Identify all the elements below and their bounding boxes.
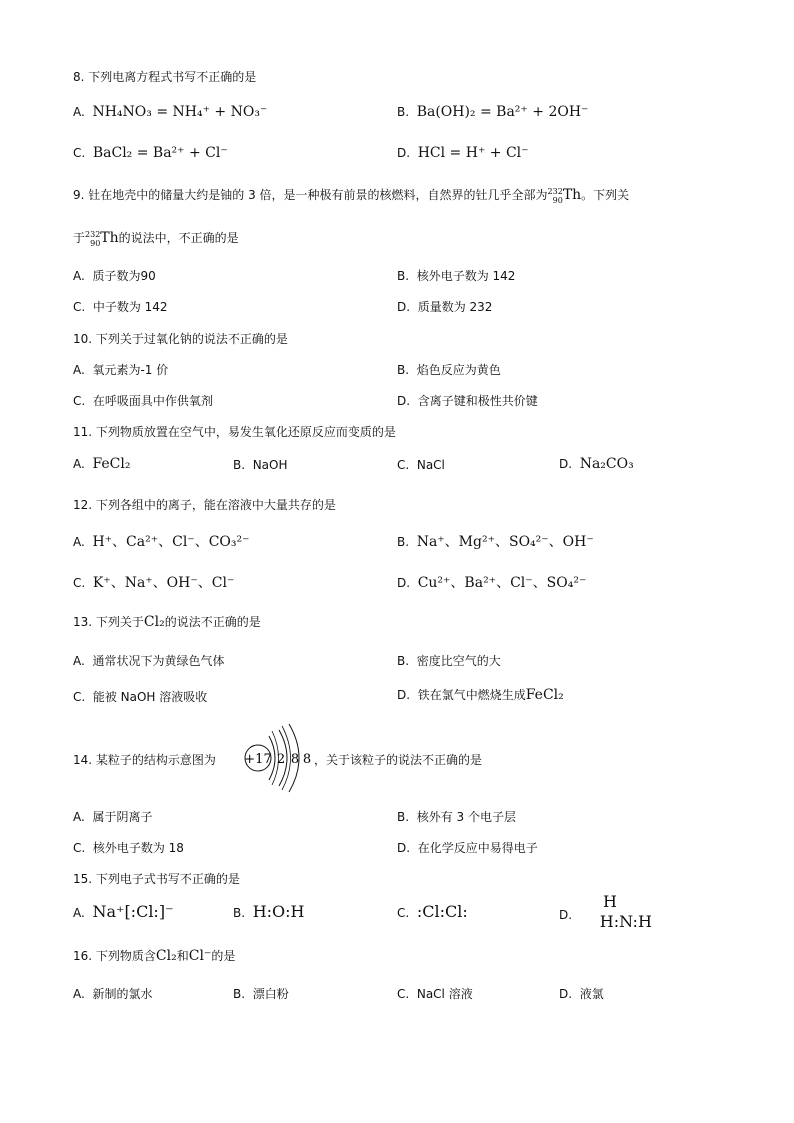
question-16-stem: 16. 下列物质含Cl₂和Cl⁻的是	[73, 948, 236, 964]
question-10-stem: 10. 下列关于过氧化钠的说法不正确的是	[73, 332, 288, 346]
isotope-prefix-2: 232 90	[85, 229, 101, 248]
nucleus-charge: +17	[244, 752, 272, 767]
q14-option-c[interactable]: C. 核外电子数为 18	[73, 841, 184, 855]
question-9-stem-line1: 9. 钍在地壳中的储量大约是铀的 3 倍，是一种极有前景的核燃料，自然界的钍几乎全部为 232 90 Th。下列关	[73, 186, 630, 205]
q8-option-c[interactable]: C. BaCl₂ = Ba²⁺ + Cl⁻	[73, 145, 228, 161]
q15-option-d[interactable]: D.	[559, 908, 573, 922]
q8-c-formula: BaCl₂ = Ba²⁺ + Cl⁻	[92, 145, 228, 161]
q12-option-b[interactable]: B. Na⁺、Mg²⁺、SO₄²⁻、OH⁻	[397, 534, 594, 550]
q8-option-b[interactable]: B. Ba(OH)₂ = Ba²⁺ + 2OH⁻	[397, 104, 589, 120]
isotope-symbol: Th	[562, 187, 582, 203]
q10-option-c[interactable]: C. 在呼吸面具中作供氧剂	[73, 394, 213, 408]
q9-option-b[interactable]: B. 核外电子数为 142	[397, 269, 516, 283]
q10-option-d[interactable]: D. 含离子键和极性共价键	[397, 394, 538, 408]
shell-2-count: 8	[290, 752, 300, 767]
isotope-symbol-2: Th	[100, 230, 119, 246]
q15-option-b[interactable]: B. H:O:H	[233, 902, 305, 921]
q15-b-lewis: H:O:H	[252, 902, 305, 921]
q8-a-formula: NH₄NO₃ = NH₄⁺ + NO₃⁻	[92, 104, 268, 120]
q15-c-lewis: :Cl:Cl:	[416, 902, 468, 921]
q9-option-c[interactable]: C. 中子数为 142	[73, 300, 168, 314]
q15-option-a[interactable]: A. Na⁺[:Cl:]⁻	[73, 902, 174, 921]
q10-option-a[interactable]: A. 氧元素为-1 价	[73, 363, 169, 377]
q16-option-d[interactable]: D. 液氯	[559, 987, 604, 1001]
q11-option-d[interactable]: D. Na₂CO₃	[559, 456, 634, 472]
shell-3-count: 8	[302, 752, 312, 767]
atomic-structure-diagram	[241, 722, 313, 794]
q11-option-b[interactable]: B. NaOH	[233, 458, 288, 472]
q12-option-c[interactable]: C. K⁺、Na⁺、OH⁻、Cl⁻	[73, 575, 235, 591]
q13-option-d[interactable]: D. 铁在氯气中燃烧生成FeCl₂	[397, 687, 564, 703]
question-14-stem-suffix: ，关于该粒子的说法不正确的是	[314, 753, 483, 767]
q8-b-formula: Ba(OH)₂ = Ba²⁺ + 2OH⁻	[416, 104, 589, 120]
q8-option-d[interactable]: D. HCl = H⁺ + Cl⁻	[397, 145, 529, 161]
q15-a-lewis: Na⁺[:Cl:]⁻	[92, 902, 174, 921]
q15-option-c[interactable]: C. :Cl:Cl:	[397, 902, 468, 921]
question-15-stem: 15. 下列电子式书写不正确的是	[73, 872, 240, 886]
q16-option-b[interactable]: B. 漂白粉	[233, 987, 289, 1001]
question-9-stem-line2: 于 232 90 Th的说法中，不正确的是	[73, 229, 239, 248]
question-13-stem: 13. 下列关于Cl₂的说法不正确的是	[73, 614, 261, 630]
q13-option-c[interactable]: C. 能被 NaOH 溶液吸收	[73, 690, 208, 704]
q10-option-b[interactable]: B. 焰色反应为黄色	[397, 363, 501, 377]
q8-d-formula: HCl = H⁺ + Cl⁻	[417, 145, 529, 161]
q14-option-b[interactable]: B. 核外有 3 个电子层	[397, 810, 516, 824]
q13-option-b[interactable]: B. 密度比空气的大	[397, 654, 501, 668]
shell-1-count: 2	[276, 752, 286, 767]
q9-option-d[interactable]: D. 质量数为 232	[397, 300, 493, 314]
q16-option-c[interactable]: C. NaCl 溶液	[397, 987, 473, 1001]
isotope-prefix: 232 90	[547, 186, 563, 205]
q11-option-a[interactable]: A. FeCl₂	[73, 456, 131, 472]
question-11-stem: 11. 下列物质放置在空气中，易发生氧化还原反应而变质的是	[73, 425, 396, 439]
q15-d-lewis-top: H	[603, 892, 617, 911]
q12-option-a[interactable]: A. H⁺、Ca²⁺、Cl⁻、CO₃²⁻	[73, 534, 250, 550]
question-8-stem: 8. 下列电离方程式书写不正确的是	[73, 70, 257, 84]
q15-d-lewis-bottom: H:N:H	[599, 912, 652, 931]
q16-option-a[interactable]: A. 新制的氯水	[73, 987, 153, 1001]
question-14-stem-prefix: 14. 某粒子的结构示意图为	[73, 753, 216, 767]
question-12-stem: 12. 下列各组中的离子，能在溶液中大量共存的是	[73, 498, 336, 512]
q9-option-a[interactable]: A. 质子数为90	[73, 269, 156, 283]
q14-option-d[interactable]: D. 在化学反应中易得电子	[397, 841, 538, 855]
q8-option-a[interactable]: A. NH₄NO₃ = NH₄⁺ + NO₃⁻	[73, 104, 268, 120]
q13-option-a[interactable]: A. 通常状况下为黄绿色气体	[73, 654, 225, 668]
q14-option-a[interactable]: A. 属于阴离子	[73, 810, 153, 824]
q11-option-c[interactable]: C. NaCl	[397, 458, 445, 472]
q12-option-d[interactable]: D. Cu²⁺、Ba²⁺、Cl⁻、SO₄²⁻	[397, 575, 587, 591]
